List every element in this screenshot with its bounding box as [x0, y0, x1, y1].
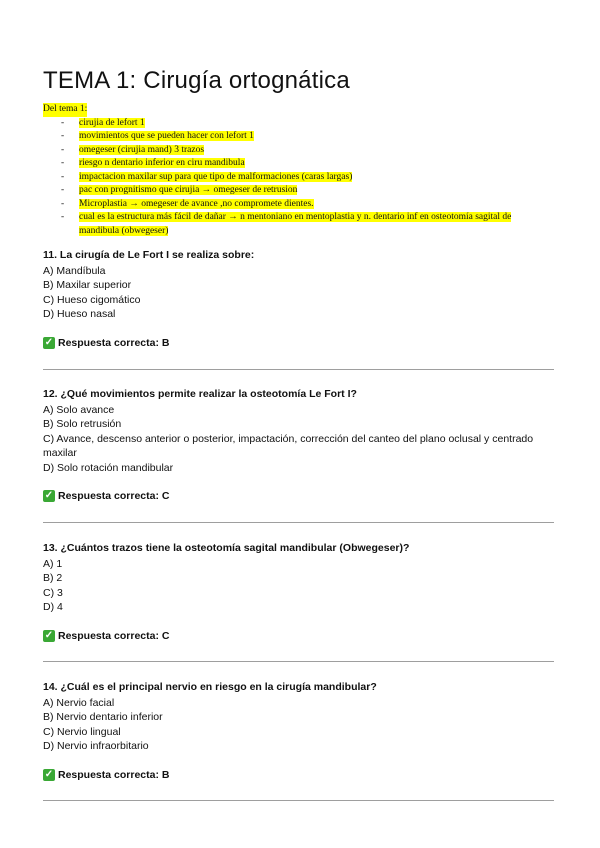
question-11	[43, 248, 555, 350]
answer-label: Respuesta correcta:	[58, 336, 159, 349]
divider	[43, 522, 554, 523]
option-d: D) Nervio infraorbitario	[43, 740, 149, 752]
option-a: A) Nervio facial	[43, 696, 115, 709]
notes-item: - cirujia de lefort 1	[61, 117, 145, 128]
correct-answer	[43, 768, 555, 783]
answer-value: B	[161, 768, 170, 781]
correct-answer	[43, 629, 555, 644]
option-b: B) 2	[43, 572, 63, 584]
answer-value: B	[161, 336, 170, 349]
highlighted-notes	[43, 103, 553, 238]
option-c: C) Avance, descenso anterior o posterior, impactación, corrección del canteo del plano oclusal y centrado maxilar	[43, 432, 534, 459]
divider	[43, 369, 554, 370]
option-b: B) Maxilar superior	[43, 279, 132, 291]
question-stem: 14. ¿Cuál es el principal nervio en riesgo en la cirugía mandibular?	[43, 681, 377, 693]
divider	[43, 800, 554, 801]
correct-answer	[43, 489, 555, 504]
page-title: TEMA 1: Cirugía ortognática	[43, 67, 350, 94]
answer-label: Respuesta correcta:	[58, 768, 159, 781]
check-icon: ✓	[44, 336, 54, 348]
answer-label: Respuesta correcta:	[58, 490, 159, 502]
check-icon: ✓	[44, 490, 54, 502]
option-a: A) 1	[43, 557, 63, 570]
question-stem: 12. ¿Qué movimientos permite realizar la osteotomía Le Fort I?	[43, 388, 357, 400]
notes-list	[43, 117, 553, 239]
notes-item: - omegeser (cirujia mand) 3 trazos	[61, 144, 205, 155]
answer-value: C	[161, 629, 170, 642]
option-b: B) Nervio dentario inferior	[43, 711, 163, 723]
notes-item: - cual es la estructura más fácil de dañar → n mentoniano en mentoplastia y n. dentario inf en osteotomía sagital de mandibula (obwegeser)	[61, 212, 512, 236]
option-d: D) Hueso nasal	[43, 308, 116, 320]
answer-value: C	[161, 490, 170, 502]
question-stem: 13. ¿Cuántos trazos tiene la osteotomía sagital mandibular (Obwegeser)?	[43, 542, 410, 554]
question-stem: 11. La cirugía de Le Fort I se realiza sobre:	[43, 249, 255, 261]
option-b: B) Solo retrusión	[43, 418, 122, 430]
question-13	[43, 541, 555, 643]
option-a: A) Solo avance	[43, 403, 115, 416]
check-icon: ✓	[44, 768, 54, 780]
notes-item: - movimientos que se pueden hacer con lefort 1	[61, 131, 254, 141]
notes-item: - Microplastia → omegeser de avance ,no compromete dientes.	[61, 198, 314, 209]
question-14	[43, 680, 555, 782]
question-12	[43, 387, 555, 504]
notes-item: - riesgo n dentario inferior en ciru mandibula	[61, 158, 245, 168]
correct-answer	[43, 336, 555, 351]
divider	[43, 661, 554, 662]
notes-item: - impactacion maxilar sup para que tipo de malformaciones (caras largas)	[61, 171, 353, 182]
answer-label: Respuesta correcta:	[58, 629, 159, 642]
option-c: C) 3	[43, 586, 63, 599]
option-c: C) Nervio lingual	[43, 725, 121, 738]
option-d: D) 4	[43, 601, 63, 613]
option-c: C) Hueso cigomático	[43, 293, 141, 306]
check-icon: ✓	[44, 629, 54, 641]
option-d: D) Solo rotación mandibular	[43, 461, 174, 474]
notes-item: - pac con prognitismo que cirujia → omegeser de retrusion	[61, 185, 298, 195]
notes-heading: Del tema 1:	[43, 103, 87, 117]
option-a: A) Mandíbula	[43, 264, 106, 277]
